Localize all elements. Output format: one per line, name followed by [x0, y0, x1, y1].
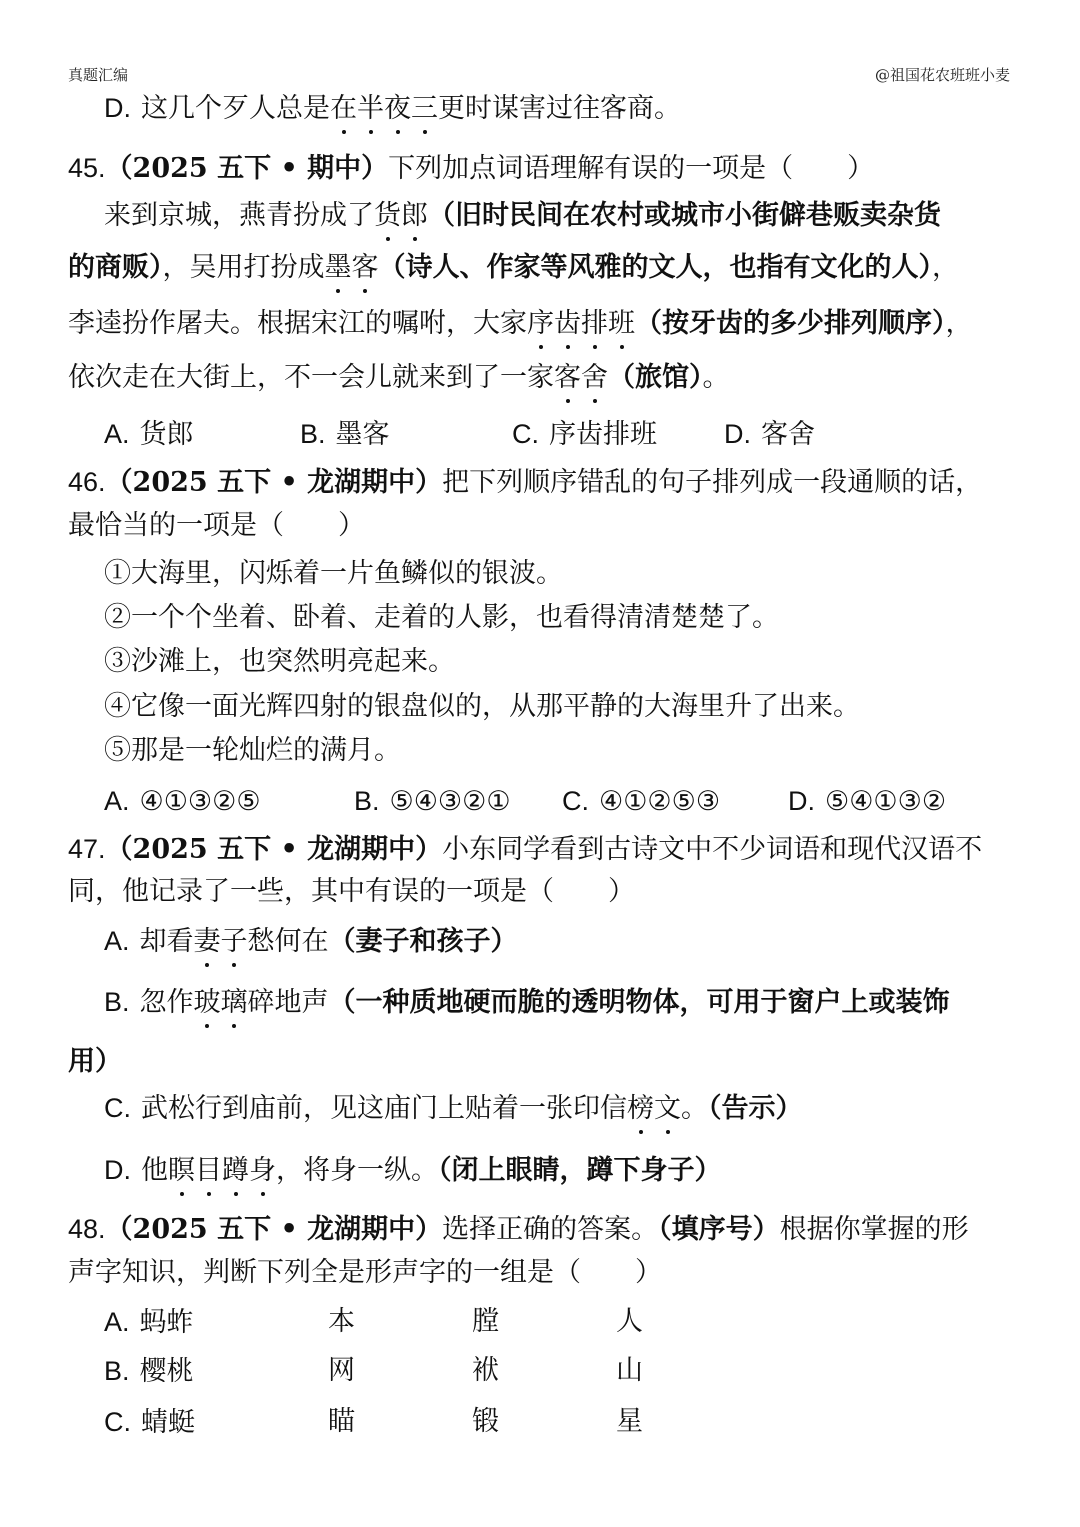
option-text: 武松行到庙前，见这庙门上贴着一张印信: [141, 1093, 627, 1124]
passage-text: ，吴用打扮成: [162, 252, 325, 283]
word-note: （妻子和孩子）: [328, 926, 518, 957]
option-char: 星: [616, 1406, 643, 1437]
option-label: C.: [512, 419, 539, 449]
dotted-word: 序齿排班: [527, 308, 635, 339]
word-note: （按牙齿的多少排列顺序）: [635, 308, 946, 339]
option-char: 本: [328, 1306, 355, 1337]
option-text: 樱桃: [139, 1356, 194, 1387]
q47-option-b: [104, 984, 950, 1021]
option-c: [562, 783, 788, 820]
q47-option-a: [104, 923, 518, 960]
q47-option-d: [104, 1152, 722, 1189]
option-char: 锻: [472, 1406, 499, 1437]
passage-text: 李逵扮作屠夫。根据宋江的嘱咐，大家: [68, 308, 527, 339]
option-text: 蚂蚱: [139, 1307, 194, 1338]
option-b: [354, 783, 562, 820]
option-b: [300, 416, 512, 453]
option-text: 这几个歹人总是在半夜三更时谋害过往客商。: [141, 93, 681, 124]
question-source: （2025 五下 • 期中）: [105, 153, 389, 184]
q44-option-d: [104, 90, 681, 127]
q46-stem: [68, 464, 982, 501]
question-stem: 小东同学看到古诗文中不少词语和现代汉语不: [442, 834, 983, 865]
dotted-word: 货郎: [374, 200, 428, 231]
option-label: D.: [788, 786, 815, 816]
option-label: D.: [104, 1155, 131, 1185]
q47-option-c: [104, 1090, 803, 1127]
dotted-word: 墨客: [325, 252, 379, 283]
option-text: 序齿排班: [549, 419, 657, 450]
word-note: （告示）: [708, 1093, 803, 1124]
q48-stem: [68, 1211, 969, 1248]
option-text: 他: [141, 1155, 168, 1186]
option-label: A.: [104, 1307, 130, 1337]
q45-passage-line-2: [68, 250, 959, 286]
dotted-word: 瞑目蹲身: [168, 1155, 276, 1186]
q46-sentence-3: ③沙滩上，也突然明亮起来。: [104, 646, 455, 677]
word-note: 的商贩）: [68, 252, 163, 283]
passage-text: ，: [932, 252, 959, 283]
option-d: [724, 416, 815, 453]
word-note: （诗人、作家等风雅的文人，也指有文化的人）: [378, 252, 932, 283]
option-label: B.: [104, 987, 130, 1017]
option-a: [104, 783, 354, 820]
option-text: ，将身一纵。: [276, 1155, 438, 1186]
q45-passage-line-4: [68, 360, 730, 396]
word-note: （旅馆）: [608, 362, 703, 393]
question-hint: （填序号）: [658, 1214, 780, 1245]
option-label: D.: [104, 93, 131, 123]
q46-sentence-4: ④它像一面光辉四射的银盘似的，从那平静的大海里升了出来。: [104, 691, 860, 722]
word-note: （旧时民间在农村或城市小街僻巷贩卖杂货: [428, 200, 941, 231]
option-b: [104, 1353, 194, 1390]
q47-option-b-cont: 用）: [68, 1046, 122, 1077]
option-text: 货郎: [139, 419, 194, 450]
dotted-word: 榜文: [627, 1093, 681, 1124]
option-a: [104, 1304, 194, 1341]
passage-text: 依次走在大街上，不一会儿就来到了一家: [68, 362, 554, 393]
option-text: 愁何在: [247, 926, 329, 957]
option-label: B.: [300, 419, 326, 449]
option-text: ⑤④①③②: [825, 786, 947, 817]
q45-passage-line-1: [104, 198, 941, 234]
header-right: @祖国花农班班小麦: [874, 66, 1010, 84]
option-label: A.: [104, 786, 130, 816]
option-text: ④①③②⑤: [139, 786, 261, 817]
q45-stem: [68, 150, 874, 187]
option-char: 膛: [472, 1306, 499, 1337]
option-label: B.: [104, 1356, 130, 1386]
option-text: 客舍: [761, 419, 815, 450]
dotted-word: 客舍: [554, 362, 608, 393]
question-stem: 选择正确的答案。: [442, 1214, 659, 1245]
option-a: [104, 416, 300, 453]
option-label: D.: [724, 419, 751, 449]
q46-sentence-1: ①大海里，闪烁着一片鱼鳞似的银波。: [104, 558, 563, 589]
option-d: [788, 783, 946, 820]
option-text: 忽作: [139, 987, 194, 1018]
option-c: [104, 1404, 195, 1441]
q46-stem-line-2: 最恰当的一项是（ ）: [68, 510, 365, 541]
option-char: 网: [328, 1355, 355, 1386]
q46-sentence-2: ②一个个坐着、卧着、走着的人影，也看得清清楚楚了。: [104, 602, 779, 633]
option-label: B.: [354, 786, 380, 816]
word-note: （一种质地硬而脆的透明物体，可用于窗户上或装饰: [328, 987, 950, 1018]
question-stem: 根据你掌握的形: [779, 1214, 969, 1245]
passage-text: ，: [945, 308, 973, 339]
option-label: C.: [104, 1093, 131, 1123]
dotted-word: 玻璃: [194, 987, 248, 1018]
option-text: 墨客: [335, 419, 390, 450]
word-note: （闭上眼睛，蹲下身子）: [438, 1155, 722, 1186]
q45-options: [104, 416, 815, 453]
option-c: [512, 416, 724, 453]
question-source: （2025 五下 • 龙湖期中）: [105, 467, 443, 498]
question-stem: 下列加点词语理解有误的一项是（ ）: [388, 153, 875, 184]
header-left: 真题汇编: [68, 66, 129, 84]
question-number: 48.: [68, 1214, 106, 1244]
option-text: ④①②⑤③: [599, 786, 721, 817]
option-char: 瞄: [328, 1406, 355, 1437]
option-text: ⑤④③②①: [389, 786, 511, 817]
q47-stem-line-2: 同，他记录了一些，其中有误的一项是（ ）: [68, 876, 635, 907]
q45-passage-line-3: [68, 306, 973, 342]
option-label: A.: [104, 926, 130, 956]
option-label: C.: [562, 786, 589, 816]
q48-stem-line-2: 声字知识，判断下列全是形声字的一组是（ ）: [68, 1257, 662, 1288]
question-stem: 把下列顺序错乱的句子排列成一段通顺的话，: [442, 467, 983, 498]
option-label: A.: [104, 419, 130, 449]
option-char: 袱: [472, 1355, 499, 1386]
q46-sentence-5: ⑤那是一轮灿烂的满月。: [104, 735, 401, 766]
option-label: C.: [104, 1407, 131, 1437]
option-text: 碎地声: [247, 987, 329, 1018]
question-number: 46.: [68, 467, 106, 497]
q47-stem: [68, 831, 982, 868]
passage-text: 。: [702, 362, 730, 393]
passage-text: 来到京城，燕青扮成了: [104, 200, 374, 231]
q46-options: [104, 783, 946, 820]
question-number: 47.: [68, 834, 106, 864]
question-source: （2025 五下 • 龙湖期中）: [105, 1214, 443, 1245]
option-text: 。: [681, 1093, 708, 1124]
option-text: 却看: [139, 926, 194, 957]
dotted-word: 妻子: [194, 926, 248, 957]
question-number: 45.: [68, 153, 106, 183]
question-source: （2025 五下 • 龙湖期中）: [105, 834, 443, 865]
option-char: 山: [616, 1355, 643, 1386]
option-text: 蜻蜓: [141, 1407, 195, 1438]
option-char: 人: [616, 1306, 643, 1337]
